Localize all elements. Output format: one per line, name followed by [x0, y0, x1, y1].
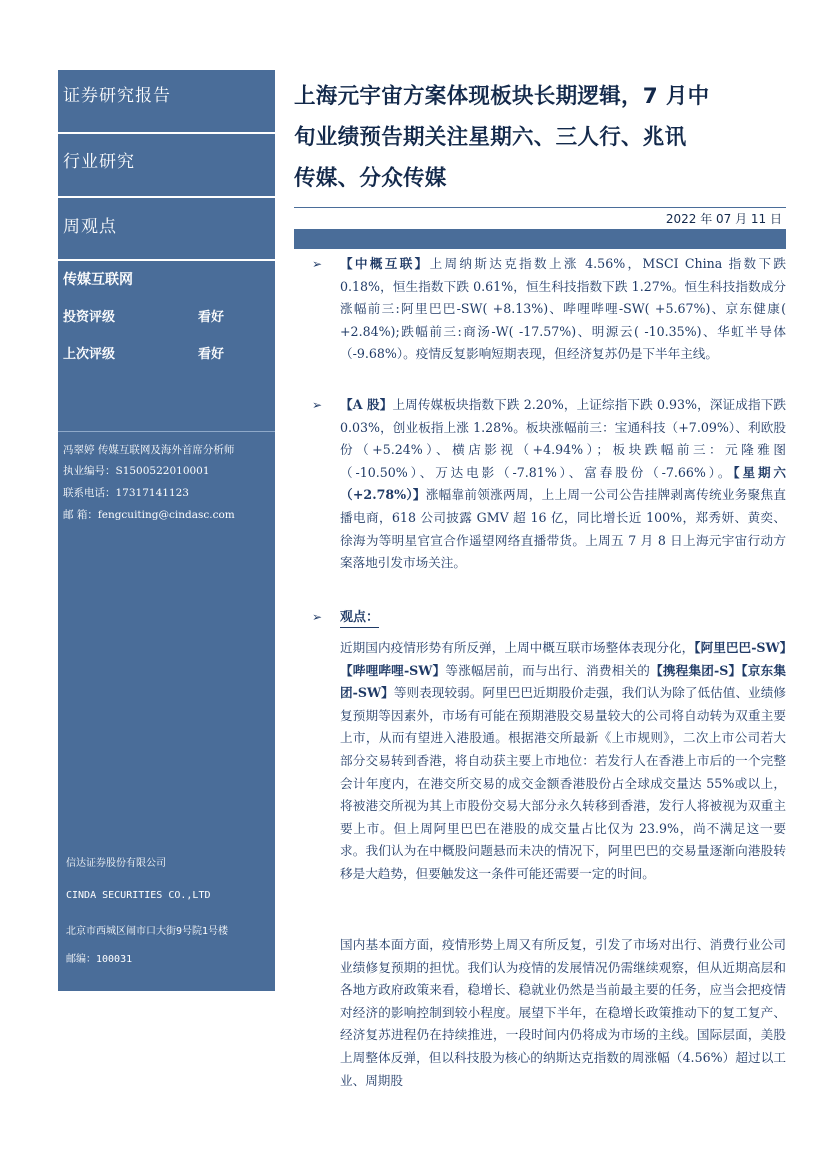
- bullet-arrow-icon: ➢: [312, 257, 323, 271]
- bullet-tag: 【中概互联】: [340, 256, 430, 271]
- title-line: 上海元宇宙方案体现板块长期逻辑，7 月中: [294, 84, 710, 109]
- company-postcode: 邮编：100031: [66, 954, 133, 965]
- sidebar-divider: [58, 196, 275, 198]
- analyst-email: 邮 箱：fengcuiting@cindasc.com: [63, 509, 235, 521]
- report-type: 证券研究报告: [63, 86, 171, 106]
- company-address: 北京市西城区闹市口大街9号院1号楼: [66, 926, 229, 937]
- report-category: 行业研究: [63, 152, 135, 172]
- sidebar: [58, 70, 275, 991]
- title-line: 传媒、分众传媒: [294, 166, 447, 191]
- title-rule: [294, 207, 786, 208]
- sector-name: 传媒互联网: [63, 272, 133, 288]
- report-title: [294, 76, 784, 199]
- prev-rating-label: 上次评级: [63, 347, 116, 362]
- rating-value: 看好: [198, 310, 225, 325]
- stock-names: 【携程集团-S】【京东集团-SW】: [340, 662, 787, 701]
- bullet-text: 上周传媒板块指数下跌 2.20%，上证综指下跌 0.93%，深证成指下跌 0.03%，创业板指上涨 1.28%。板块涨幅前三：宝通科技（+7.09%）、利欧股份（+5.24%）、横店影视（+4.94%）；板块跌幅前三：元隆雅图（-10.50%）、万达电影（-7.81%）、富春股份（-7.66%）。: [340, 397, 787, 480]
- bullet-tag: 【星期六（+2.78%）】: [340, 464, 787, 503]
- report-subcategory: 周观点: [63, 217, 117, 237]
- paragraph-text: 等涨幅居前，而与出行、消费相关的: [445, 662, 651, 678]
- bullet-arrow-icon: ➢: [312, 398, 323, 412]
- company-name-en: CINDA SECURITIES CO.,LTD: [66, 890, 211, 901]
- view-paragraph-1: [340, 637, 786, 886]
- view-paragraph-2: 国内基本面方面，疫情形势上周又有所反复，引发了市场对出行、消费行业公司业绩修复预期的担忧。我们认为疫情的发展情况仍需继续观察，但从近期高层和各地方政府政策来看，稳增长、稳就业仍然是当前最主要的任务，应当会把疫情对经济的影响控制到较小程度。展望下半年，在稳增长政策推动下的复工复产、经济复苏进程仍在持续推进，一段时间内仍将成为市场的主线。国际层面，美股上周整体反弹，但以科技股为核心的纳斯达克指数的周涨幅（4.56%）超过以工业、周期股: [340, 937, 786, 1088]
- email-link[interactable]: fengcuiting@cindasc.com: [97, 509, 235, 521]
- bullet-a-share: [340, 394, 786, 575]
- view-heading: 观点：: [340, 609, 379, 628]
- bullet-text: 涨幅靠前领涨两周，上上周一公司公告挂牌剥离传统业务聚焦直播电商，618 公司披露 GMV 超 16 亿，同比增长近 100%，郑秀妍、黄奕、徐海为等明星官宣合作遥望网络直播带货。上周五 7 月 8 日上海元宇宙行动方案落地引发市场关注。: [340, 487, 786, 571]
- view-arrow-icon: ➢: [312, 610, 323, 624]
- analyst-license: 执业编号：S1500522010001: [63, 465, 210, 477]
- rating-label: 投资评级: [63, 310, 116, 325]
- stock-names: 【阿里巴巴-SW】【哔哩哔哩-SW】: [340, 640, 787, 678]
- paragraph-text: 近期国内疫情形势有所反弹，上周中概互联市场整体表现分化，: [340, 640, 695, 655]
- bullet-tag: 【A 股】: [340, 397, 393, 412]
- analyst-phone: 联系电话：17317141123: [63, 487, 189, 499]
- bullet-text: 上周纳斯达克指数上涨 4.56%，MSCI China 指数下跌 0.18%，恒生指数下跌 0.61%，恒生科技指数下跌 1.27%。恒生科技指数成分涨幅前三:阿里巴巴-SW( +8.13%)、哔哩哔哩-SW( +5.67%)、京东健康( +2.84%);跌幅前三:商汤-W( -17.57%)、明源云( -10.35%)、华虹半导体（-9.68%）。疫情反复影响短期表现，但经济复苏仍是下半年主线。: [340, 256, 787, 362]
- company-name-cn: 信达证券股份有限公司: [66, 858, 166, 869]
- analyst-name: 冯翠婷 传媒互联网及海外首席分析师: [63, 444, 235, 456]
- title-line: 旬业绩预告期关注星期六、三人行、兆讯: [294, 125, 687, 150]
- sidebar-divider: [58, 259, 275, 261]
- date-bar: [294, 229, 786, 249]
- paragraph-text: 等则表现较弱。阿里巴巴近期股价走强，我们认为除了低估值、业绩修复预期等因素外，市场有可能在预期港股交易量较大的公司将自动转为双重主要上市，从而有望进入港股通。根据港交所最新《上市规则》，二次上市公司若大部分交易转到香港，将自动获主要上市地位：若发行人在香港上市后的一个完整会计年度内，在港交所交易的成交金额香港股份占全球成交量达 55%或以上，将被港交所视为其上市股份交易大部分永久转移到香港，发行人将被视为双重主要上市。但上周阿里巴巴在港股的成交量占比仅为 23.9%，尚不满足这一要求。我们认为在中概股问题悬而未决的情况下，阿里巴巴的交易量逐渐向港股转移是大趋势，但要触发这一条件可能还需要一定的时间。: [340, 685, 787, 881]
- sidebar-divider: [58, 132, 275, 134]
- prev-rating-value: 看好: [198, 347, 225, 362]
- sidebar-divider: [58, 431, 275, 432]
- report-date: 2022 年 07 月 11 日: [665, 212, 782, 226]
- bullet-zhonggai: [340, 253, 786, 366]
